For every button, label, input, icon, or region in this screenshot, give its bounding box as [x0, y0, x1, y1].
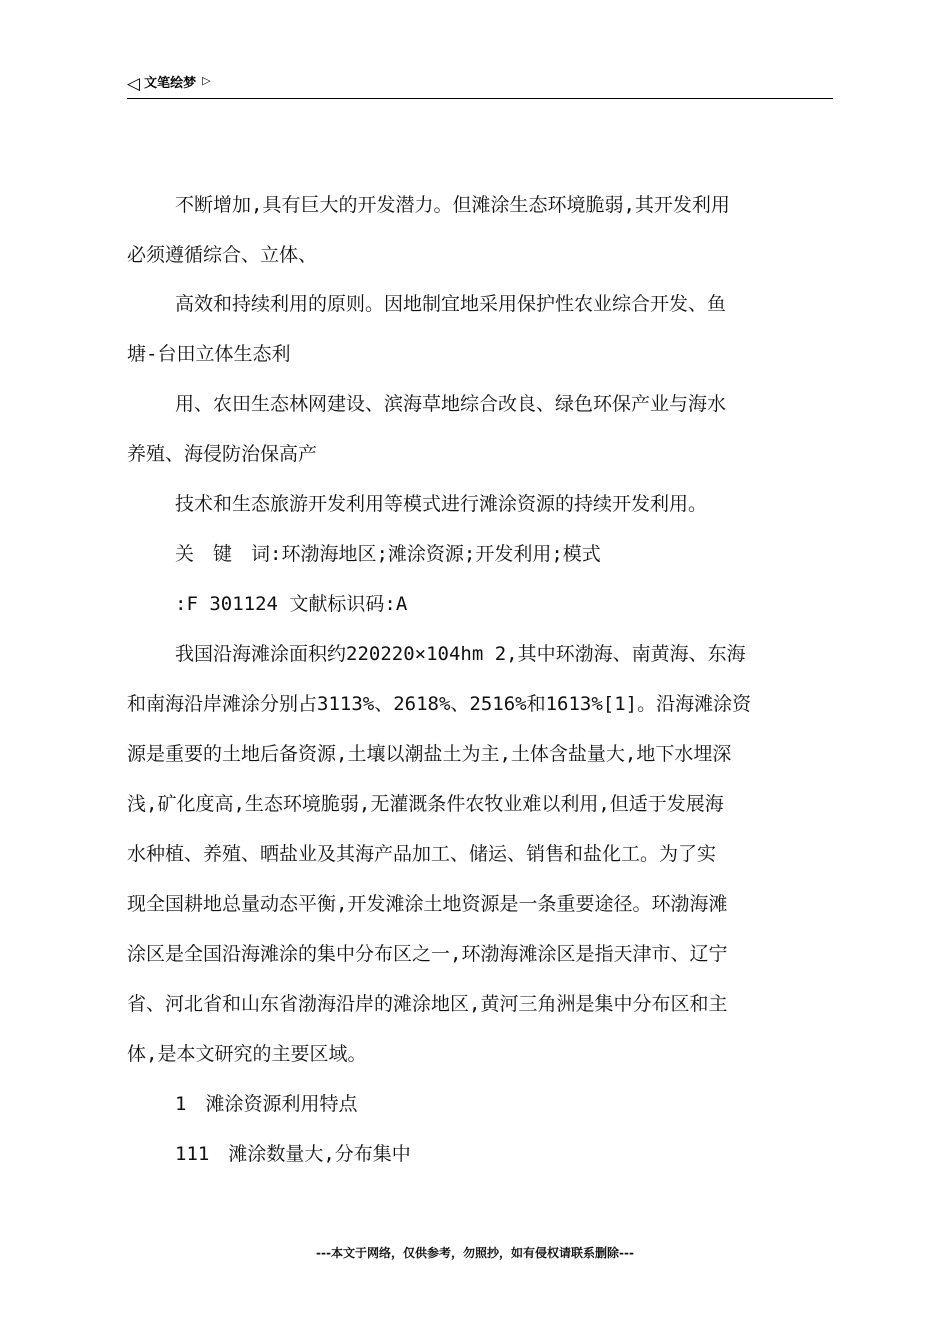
paragraph-line: 体,是本文研究的主要区域。: [127, 1043, 367, 1065]
paragraph-line: 和南海沿岸滩涂分别占3113%、2618%、2516%和1613%[1]。沿海滩涂资: [127, 693, 752, 715]
triangle-right-icon: ▷: [202, 74, 211, 87]
paragraph-line: 水种植、养殖、晒盐业及其海产品加工、储运、销售和盐化工。为了实: [127, 843, 717, 865]
section-heading: 1 滩涂资源利用特点: [175, 1093, 358, 1115]
paragraph-line: 高效和持续利用的原则。因地制宜地采用保护性农业综合开发、鱼: [175, 293, 727, 315]
header-title: 文笔绘梦: [144, 76, 197, 91]
paragraph-line: 浅,矿化度高,生态环境脆弱,无灌溉条件农牧业难以利用,但适于发展海: [127, 793, 724, 815]
header-brand: [127, 74, 211, 94]
paragraph-line: 技术和生态旅游开发利用等模式进行滩涂资源的持续开发利用。: [175, 493, 708, 515]
keywords-line: 关 键 词:环渤海地区;滩涂资源;开发利用;模式: [175, 543, 601, 565]
page-footer: ---本文于网络，仅供参考，勿照抄，如有侵权请联系删除---: [316, 1246, 634, 1260]
page-header: [127, 74, 833, 99]
paragraph-line: 塘-台田立体生态利: [127, 343, 291, 365]
triangle-left-icon: ◁: [127, 74, 141, 94]
classification-line: :F 301124 文献标识码:A: [175, 593, 408, 615]
paragraph-line: 养殖、海侵防治保高产: [127, 443, 318, 465]
paragraph-line: 省、河北省和山东省渤海沿岸的滩涂地区,黄河三角洲是集中分布区和主: [127, 993, 728, 1015]
paragraph-line: 现全国耕地总量动态平衡,开发滩涂土地资源是一条重要途径。环渤海滩: [127, 893, 728, 915]
paragraph-line: 用、农田生态林网建设、滨海草地综合改良、绿色环保产业与海水: [175, 393, 727, 415]
paragraph-line: 涂区是全国沿海滩涂的集中分布区之一,环渤海滩涂区是指天津市、辽宁: [127, 943, 728, 965]
subsection-heading: 111 滩涂数量大,分布集中: [175, 1143, 411, 1165]
paragraph-line: 源是重要的土地后备资源,土壤以潮盐土为主,土体含盐量大,地下水埋深: [127, 743, 732, 765]
paragraph-line: 不断增加,具有巨大的开发潜力。但滩涂生态环境脆弱,其开发利用: [175, 194, 730, 216]
paragraph-line: 必须遵循综合、立体、: [127, 244, 318, 266]
paragraph-line: 我国沿海滩涂面积约220220×104hm 2,其中环渤海、南黄海、东海: [175, 643, 746, 665]
